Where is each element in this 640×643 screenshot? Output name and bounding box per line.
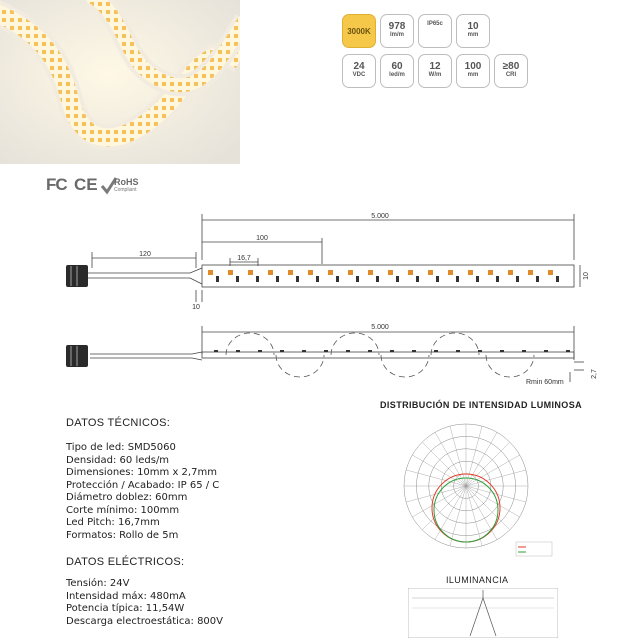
width-unit: mm: [467, 32, 479, 38]
voltage-value: 24: [353, 61, 365, 72]
resistor: [236, 276, 239, 282]
resistor: [496, 276, 499, 282]
spec-line: Diámetro doblez: 60mm: [66, 492, 188, 503]
cut-length-unit: mm: [467, 72, 479, 78]
led-chip: [548, 270, 553, 275]
resistor: [336, 276, 339, 282]
led-chip: [388, 270, 393, 275]
led-chip: [428, 270, 433, 275]
led-profile: [500, 350, 504, 352]
cri-icon: [494, 54, 528, 88]
led-chip: [508, 270, 513, 275]
led-chip: [308, 270, 313, 275]
datos-tecnicos-list: [66, 442, 366, 542]
ce-logo: CE: [74, 175, 98, 194]
light-distribution-polar-diagram: [396, 414, 556, 564]
rohs-logo: RoHS Compliant: [100, 174, 144, 196]
datos-electricos-heading: DATOS ELÉCTRICOS:: [66, 556, 185, 568]
strip-width-label: 10: [583, 272, 590, 280]
resistor: [316, 276, 319, 282]
power-icon: [418, 54, 452, 88]
cable-length-label: 120: [139, 251, 151, 258]
spec-line: Intensidad máx: 480mA: [66, 590, 186, 602]
led-pitch-label: 16,7: [237, 255, 251, 262]
datos-electricos-list: [66, 578, 366, 628]
spec-line: Dimensiones: 10mm x 2,7mm: [66, 467, 217, 478]
lumen-icon: [380, 14, 414, 48]
power-unit: W/m: [428, 72, 442, 78]
led-chip: [448, 270, 453, 275]
polar-diagram-title: DISTRIBUCIÓN DE INTENSIDAD LUMINOSA: [380, 400, 583, 410]
voltage-icon: [342, 54, 376, 88]
led-chip: [408, 270, 413, 275]
led-profile: [544, 350, 548, 352]
led-profile: [236, 350, 240, 352]
led-chip: [228, 270, 233, 275]
led-profile: [302, 350, 306, 352]
bend-radius-label: Rmin 60mm: [526, 379, 564, 386]
fcc-logo: FC: [46, 175, 67, 194]
resistor: [396, 276, 399, 282]
led-chip: [468, 270, 473, 275]
polar-legend: [516, 542, 552, 556]
bottom-offset-label: 10: [192, 304, 200, 310]
resistor: [256, 276, 259, 282]
total-length-label: 5.000: [371, 213, 389, 220]
led-chip: [328, 270, 333, 275]
led-density-unit: led/m: [389, 72, 405, 78]
led-density-value: 60: [391, 61, 403, 72]
ip-rating-icon: [418, 14, 452, 48]
led-profile: [214, 350, 218, 352]
resistor: [516, 276, 519, 282]
iluminancia-title: ILUMINANCIA: [446, 575, 509, 585]
led-chip: [248, 270, 253, 275]
color-temperature-value: 3000K: [347, 27, 371, 36]
resistor: [376, 276, 379, 282]
led-profile: [522, 350, 526, 352]
datos-tecnicos-heading: DATOS TÉCNICOS:: [66, 417, 171, 429]
voltage-unit: VDC: [352, 72, 366, 78]
cut-length-icon: [456, 54, 490, 88]
resistor: [456, 276, 459, 282]
spec-line: Densidad: 60 leds/m: [66, 454, 170, 466]
led-profile: [434, 350, 438, 352]
resistor: [476, 276, 479, 282]
resistor: [296, 276, 299, 282]
ip-rating-unit: IP65c: [427, 21, 443, 27]
resistor: [536, 276, 539, 282]
led-profile: [478, 350, 482, 352]
led-profile: [566, 350, 570, 352]
spec-line: Protección / Acabado: IP 65 / C: [66, 479, 220, 491]
led-chip: [528, 270, 533, 275]
led-chip: [288, 270, 293, 275]
led-chip: [488, 270, 493, 275]
resistor: [436, 276, 439, 282]
led-profile: [456, 350, 460, 352]
led-profile: [390, 350, 394, 352]
led-profile: [346, 350, 350, 352]
led-profile: [258, 350, 262, 352]
lumen-value: 978: [388, 21, 406, 32]
cut-length-value: 100: [464, 61, 482, 72]
width-value: 10: [467, 21, 479, 32]
spec-line: Tipo de led: SMD5060: [66, 442, 176, 453]
led-density-icon: [380, 54, 414, 88]
led-profile: [280, 350, 284, 352]
spec-line: Formatos: Rollo de 5m: [66, 529, 179, 541]
side-total-length-label: 5.000: [371, 324, 389, 331]
lumen-unit: lm/m: [389, 32, 404, 38]
led-profile: [324, 350, 328, 352]
resistor: [276, 276, 279, 282]
spec-line: Descarga electroestática: 800V: [66, 615, 224, 627]
led-chip: [348, 270, 353, 275]
resistor: [356, 276, 359, 282]
spec-line: Led Pitch: 16,7mm: [66, 517, 160, 528]
spec-line: Tensión: 24V: [66, 578, 130, 589]
strip-side-view-drawing: [0, 318, 640, 398]
spec-line: Corte mínimo: 100mm: [66, 504, 180, 516]
led-chip: [208, 270, 213, 275]
width-icon: [456, 14, 490, 48]
resistor: [556, 276, 559, 282]
led-profile: [368, 350, 372, 352]
spec-line: Potencia típica: 11,54W: [66, 603, 185, 614]
led-chip: [368, 270, 373, 275]
resistor: [216, 276, 219, 282]
power-value: 12: [429, 61, 441, 72]
cri-value: ≥80: [502, 61, 520, 72]
strip-top-view-drawing: [0, 210, 640, 310]
led-profile: [412, 350, 416, 352]
section-length-label: 100: [256, 235, 268, 242]
resistor: [416, 276, 419, 282]
cri-unit: CRI: [505, 72, 517, 78]
illuminance-diagram: [408, 588, 558, 638]
product-photo: [0, 0, 240, 164]
thickness-label: 2,7: [591, 369, 598, 379]
led-chip: [268, 270, 273, 275]
color-temperature-icon: [342, 14, 376, 48]
